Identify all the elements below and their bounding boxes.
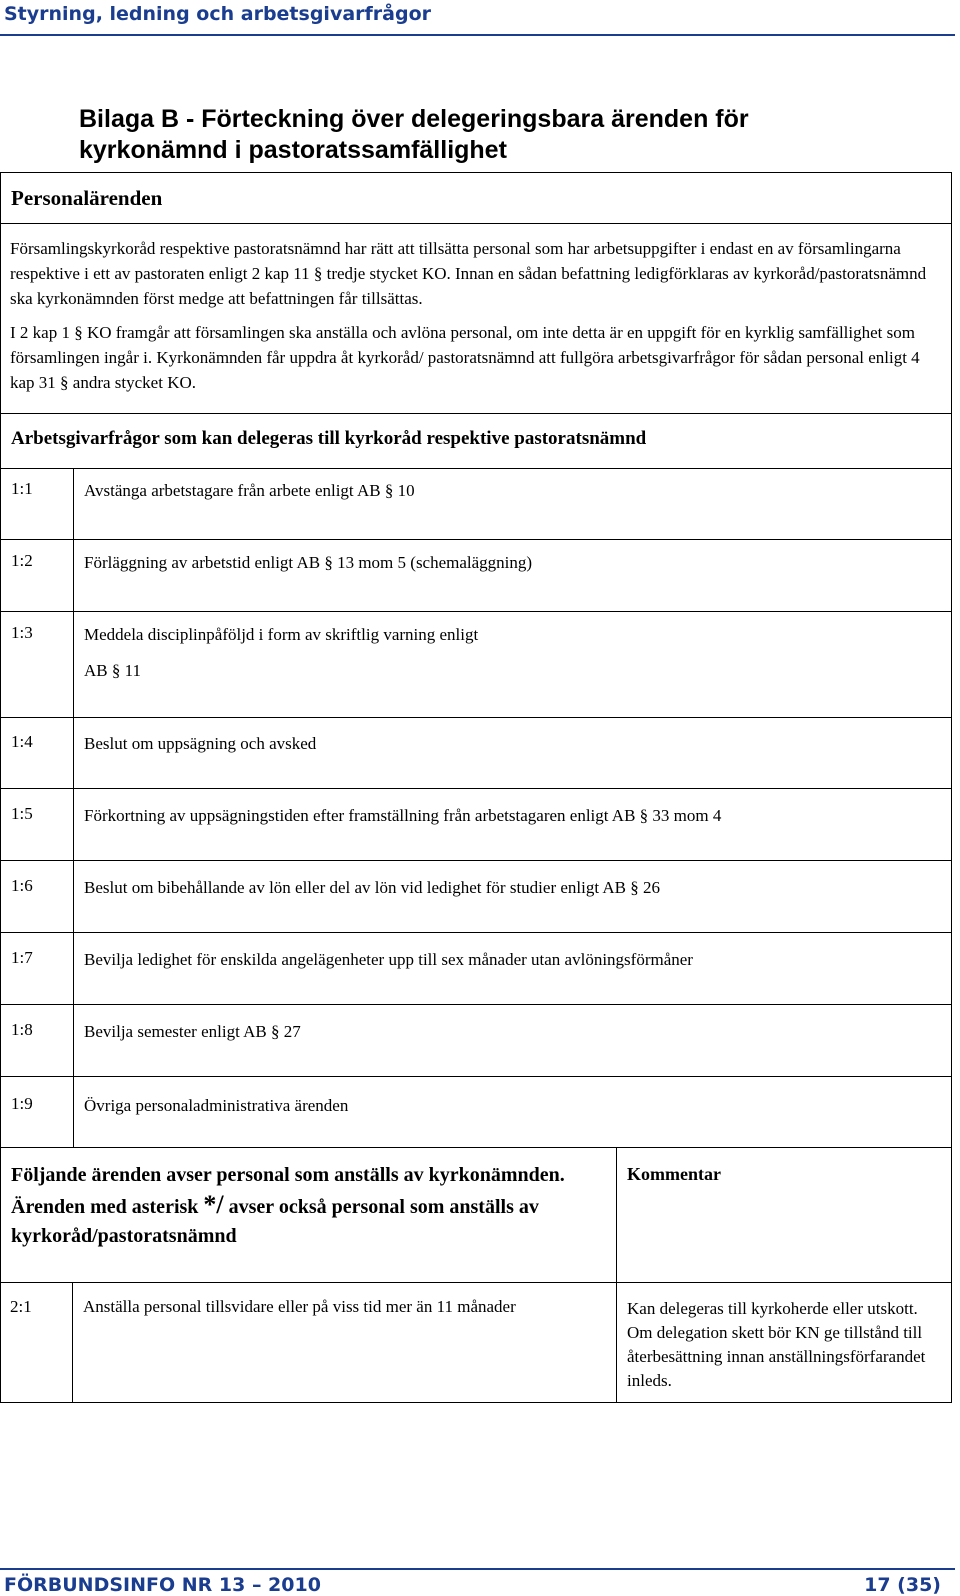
- column-divider: [73, 1005, 74, 1076]
- row-text: Bevilja semester enligt AB § 27: [84, 1022, 301, 1041]
- row-text: Anställa personal tillsvidare eller på viss tid mer än 11 månader: [83, 1297, 516, 1316]
- row-number: 1:1: [11, 479, 33, 498]
- personal-heading: Personalärenden: [11, 186, 163, 210]
- column-divider: [73, 469, 74, 539]
- running-head: Styrning, ledning och arbetsgivarfrågor: [0, 0, 955, 36]
- footer-publication: FÖRBUNDSINFO NR 13 – 2010: [4, 1574, 321, 1596]
- title-line-1: Bilaga B - Förteckning över delegeringsbara ärenden för: [79, 105, 749, 133]
- row-number: 1:7: [11, 948, 33, 967]
- page-number: 17 (35): [864, 1574, 941, 1596]
- row-number: 2:1: [10, 1297, 32, 1316]
- intro-paragraph-2: I 2 kap 1 § KO framgår att församlingen ska anställa och avlöna personal, om inte detta är en uppgift för en kyrklig samfällighet som församlingen ingår i. Kyrkonämnden får uppdra åt kyrkoråd/ pastoratsnämnd att fullgöra arbetsgivarfrågor för sådan personal enligt 4 kap 31 § andra stycket KO.: [10, 323, 920, 392]
- table-row: [0, 1076, 952, 1148]
- row-comment: Kan delegeras till kyrkoherde eller utskott. Om delegation skett bör KN ge tillstånd till återbesättning innan anställningsförfarandet inleds.: [627, 1299, 926, 1390]
- row-text: Beslut om uppsägning och avsked: [84, 734, 317, 753]
- column-divider: [73, 789, 74, 860]
- row-text-continued: AB § 11: [84, 661, 141, 680]
- asterisk-marker: */: [203, 1190, 224, 1219]
- section1-left-border: [0, 413, 1, 468]
- row-number: 1:3: [11, 623, 33, 642]
- section2-right-border: [951, 1148, 952, 1403]
- section2-heading-part-2: avser också personal som anställs av kyrkoråd/pastoratsnämnd: [11, 1196, 539, 1247]
- row-number: 1:5: [11, 804, 33, 823]
- section1-heading: Arbetsgivarfrågor som kan delegeras till kyrkoråd respektive pastoratsnämnd: [11, 428, 647, 449]
- column-divider: [73, 718, 74, 788]
- row-text: Bevilja ledighet för enskilda angelägenheter upp till sex månader utan avlöningsförmåner: [84, 950, 693, 969]
- intro-right-border: [951, 224, 952, 413]
- row-number: 1:4: [11, 732, 33, 751]
- title-line-2: kyrkonämnd i pastoratssamfällighet: [79, 136, 507, 164]
- column-divider: [72, 1282, 73, 1402]
- table-row: [0, 539, 952, 611]
- table-row: [0, 468, 952, 539]
- section2-heading: [11, 1161, 611, 1251]
- column-divider: [73, 933, 74, 1004]
- table-row: [0, 860, 952, 932]
- column-divider: [73, 612, 74, 717]
- row-text: Avstänga arbetstagare från arbete enligt AB § 10: [84, 481, 415, 500]
- table-row: [0, 932, 952, 1004]
- row-text: Beslut om bibehållande av lön eller del av lön vid ledighet för studier enligt AB § 26: [84, 878, 660, 897]
- row-text: Meddela disciplinpåföljd i form av skriftlig varning enligt: [84, 625, 479, 644]
- column-divider: [73, 1077, 74, 1147]
- intro-paragraph-1: Församlingskyrkoråd respektive pastoratsnämnd har rätt att tillsätta personal som har arbetsuppgifter i endast en av församlingarna respektive i ett av pastoraten enligt 2 kap 11 § tredje stycket KO. Innan en sådan befattning ledigförklaras av kyrkoråd/pastoratsnämnd ska kyrkonämnden först medge att befattningen får tillsättas.: [10, 239, 927, 308]
- divider: [0, 1402, 952, 1403]
- row-text: Förläggning av arbetstid enligt AB § 13 mom 5 (schemaläggning): [84, 553, 533, 572]
- row-text: Förkortning av uppsägningstiden efter framställning från arbetstagaren enligt AB § 33 mom 4: [84, 806, 722, 825]
- comment-heading: Kommentar: [627, 1164, 721, 1184]
- intro-left-border: [0, 224, 1, 413]
- document-title: [79, 104, 919, 166]
- column-divider: [73, 861, 74, 932]
- column-divider: [73, 540, 74, 611]
- table-row: [0, 1004, 952, 1076]
- row-number: 1:6: [11, 876, 33, 895]
- comment-column-divider: [616, 1148, 617, 1403]
- footer: [0, 1568, 955, 1596]
- section2-heading-part-1: Följande ärenden avser personal som anställs av kyrkonämnden. Ärenden med asterisk: [11, 1164, 565, 1218]
- divider: [0, 1282, 952, 1283]
- row-text: Övriga personaladministrativa ärenden: [84, 1096, 349, 1115]
- row-number: 1:2: [11, 551, 33, 570]
- section2-left-border: [0, 1148, 1, 1403]
- divider: [0, 413, 952, 414]
- table-row: [0, 611, 952, 717]
- row-number: 1:8: [11, 1020, 33, 1039]
- table-row: [0, 717, 952, 788]
- section1-right-border: [951, 413, 952, 468]
- table-row: [0, 788, 952, 860]
- row-number: 1:9: [11, 1094, 33, 1113]
